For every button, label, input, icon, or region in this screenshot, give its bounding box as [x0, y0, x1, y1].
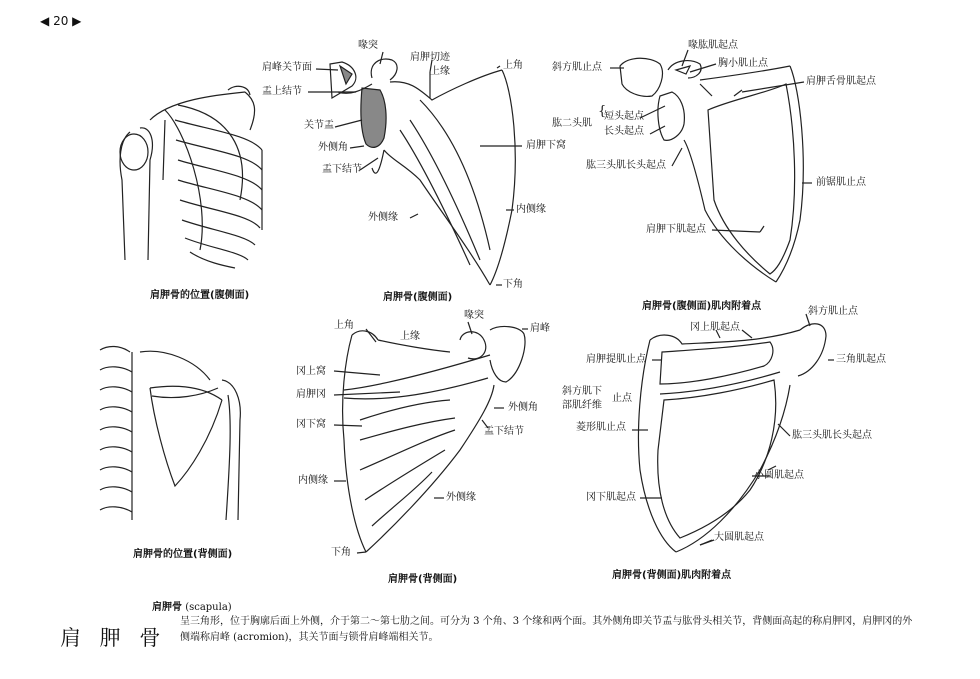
label-medial-border-dorsal: 内侧缘	[298, 475, 328, 486]
ventral-position-drawing	[120, 86, 262, 268]
label-supraspinatus: 冈上肌起点	[690, 322, 740, 333]
label-lateral-angle: 外侧角	[318, 142, 348, 153]
label-glenoid: 关节盂	[304, 120, 334, 131]
label-supraspinous: 冈上窝	[296, 366, 326, 377]
ventral-bone-caption: 肩胛骨(腹侧面)	[383, 292, 453, 303]
label-pectoralis-minor: 胸小肌止点	[718, 58, 768, 69]
triangle-right-icon[interactable]: ▶	[72, 14, 82, 28]
dorsal-bone-drawing	[343, 327, 525, 552]
label-infraspinatus: 冈下肌起点	[586, 492, 636, 503]
triangle-left-icon[interactable]: ◀	[40, 14, 50, 28]
ventral-position-caption: 肩胛骨的位置(腹侧面)	[150, 290, 250, 301]
label-short-head: 短头起点	[604, 111, 644, 122]
label-long-head: 长头起点	[604, 126, 644, 137]
label-omohyoid: 肩胛舌骨肌起点	[806, 76, 876, 87]
label-triceps-long-dorsal: 肱三头肌长头起点	[792, 430, 872, 441]
ventral-muscles-caption: 肩胛骨(腹侧面)肌肉附着点	[642, 301, 762, 312]
label-trapezius-lower-1: 斜方肌下	[562, 386, 602, 397]
brace-icon: {	[598, 104, 607, 119]
label-trapezius-dorsal: 斜方肌止点	[808, 306, 858, 317]
dorsal-position-drawing	[100, 346, 240, 520]
label-coracobrachialis: 喙肱肌起点	[688, 40, 738, 51]
label-lateral-angle-dorsal: 外侧角	[508, 402, 538, 413]
chapter-title: 肩 胛 骨	[60, 626, 167, 650]
label-deltoid: 三角肌起点	[836, 354, 886, 365]
dorsal-bone-caption: 肩胛骨(背侧面)	[388, 574, 458, 585]
label-superior-border-dorsal: 上缘	[400, 331, 420, 342]
label-infraglenoid-dorsal: 盂下结节	[484, 426, 524, 437]
label-supraglenoid: 盂上结节	[262, 86, 302, 97]
label-inferior-angle: 下角	[503, 279, 523, 290]
section-body: 呈三角形，位于胸廓后面上外侧，介于第二～第七肋之间。可分为 3 个角、3 个缘和两个面。其外侧角即关节盂与肱骨头相关节，背侧面高起的称肩胛冈，肩胛冈的外侧端称肩峰 (acromion)，其关节面与锁骨肩峰端相关节。	[180, 616, 913, 643]
section-title	[152, 598, 232, 613]
label-medial-border: 内侧缘	[516, 204, 546, 215]
label-teres-minor: 小圆肌起点	[754, 470, 804, 481]
label-superior-angle: 上角	[503, 60, 523, 71]
label-acromion: 肩峰	[530, 323, 550, 334]
section-title-cn: 肩胛骨	[152, 602, 182, 613]
label-serratus: 前锯肌止点	[816, 177, 866, 188]
label-lateral-border: 外侧缘	[368, 212, 398, 223]
label-trapezius-lower-2: 部肌纤维	[562, 400, 602, 411]
label-infraspinous: 冈下窝	[296, 419, 326, 430]
dorsal-position-caption: 肩胛骨的位置(背侧面)	[133, 549, 233, 560]
label-scapular-notch: 肩胛切迹	[410, 52, 450, 63]
label-teres-major: 大圆肌起点	[714, 532, 764, 543]
label-subscapular-fossa: 肩胛下窝	[526, 140, 566, 151]
label-trapezius-ventral: 斜方肌止点	[552, 62, 602, 73]
label-levator: 肩胛提肌止点	[586, 354, 646, 365]
label-lateral-border-dorsal: 外侧缘	[446, 492, 476, 503]
label-triceps-long-ventral: 肱三头肌长头起点	[586, 160, 666, 171]
label-superior-angle-dorsal: 上角	[334, 320, 354, 331]
dorsal-muscles-caption: 肩胛骨(背侧面)肌肉附着点	[612, 570, 732, 581]
label-subscapularis: 肩胛下肌起点	[646, 224, 706, 235]
label-coracoid-dorsal: 喙突	[464, 310, 484, 321]
label-infraglenoid: 盂下结节	[322, 164, 362, 175]
page-number: 20	[53, 14, 69, 28]
label-trapezius-lower-3: 止点	[612, 393, 632, 404]
label-superior-border: 上缘	[430, 66, 450, 77]
label-biceps: 肱二头肌	[552, 118, 592, 129]
label-coracoid: 喙突	[358, 40, 378, 51]
label-acromial-facet: 肩峰关节面	[262, 62, 312, 73]
label-inferior-angle-dorsal: 下角	[331, 547, 351, 558]
section-title-en: (scapula)	[185, 602, 232, 613]
label-spine: 肩胛冈	[296, 389, 326, 400]
label-rhomboid: 菱形肌止点	[576, 422, 626, 433]
